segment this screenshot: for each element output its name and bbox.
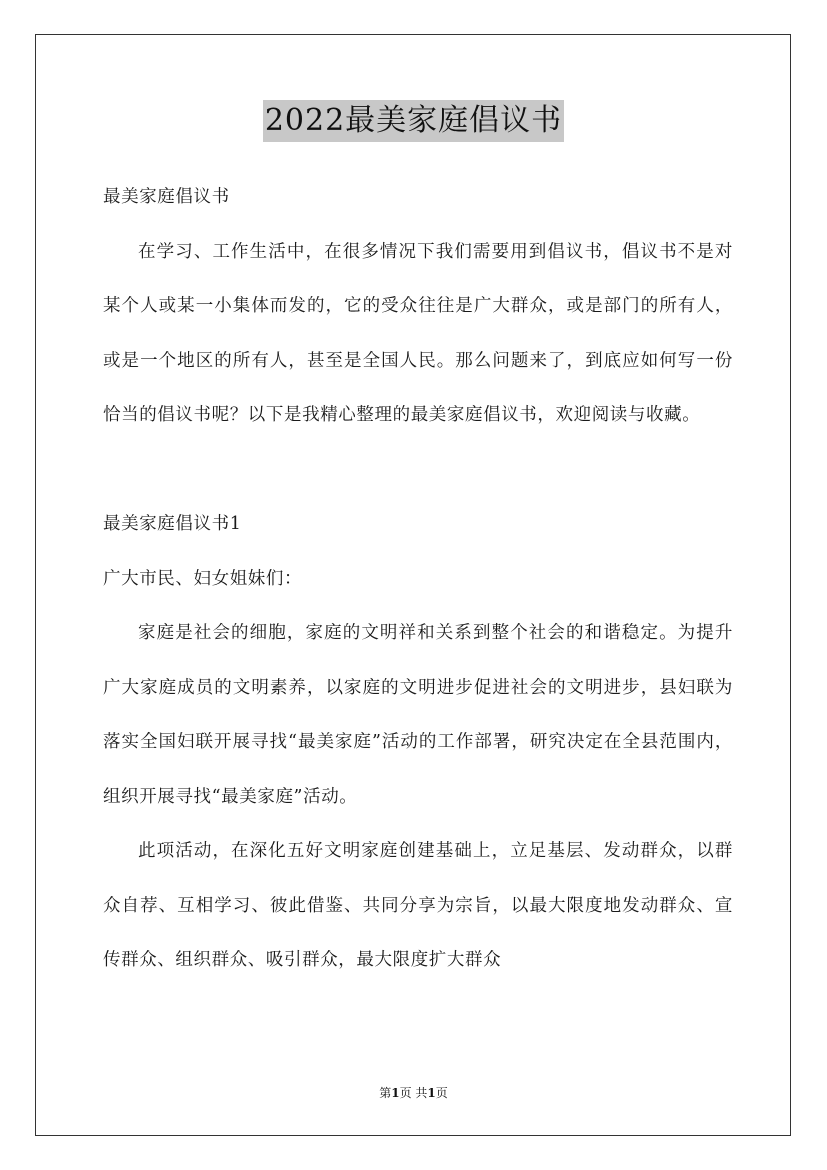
footer-total-pages: 1 <box>427 1086 436 1100</box>
intro-paragraph: 在学习、工作生活中，在很多情况下我们需要用到倡议书，倡议书不是对某个人或某一小集体而发的，它的受众往往是广大群众，或是部门的所有人，或是一个地区的所有人，甚至是全国人民。那么问题来了，到底应如何写一份恰当的倡议书呢？以下是我精心整理的最美家庭倡议书，欢迎阅读与收藏。 <box>103 241 733 425</box>
body-paragraph-2: 此项活动，在深化五好文明家庭创建基础上，立足基层、发动群众，以群众自荐、互相学习、彼此借鉴、共同分享为宗旨，以最大限度地发动群众、宣传群众、组织群众、吸引群众，最大限度扩大群众 <box>103 841 733 970</box>
salutation: 广大市民、妇女姐妹们： <box>103 568 303 589</box>
footer-page-number: 1 <box>391 1086 400 1100</box>
body-paragraph-1: 家庭是社会的细胞，家庭的文明祥和关系到整个社会的和谐稳定。为提升广大家庭成员的文明素养，以家庭的文明进步促进社会的文明进步，县妇联为落实全国妇联开展寻找“最美家庭”活动的工作部署，研究决定在全县范围内，组织开展寻找“最美家庭”活动。 <box>103 623 733 807</box>
footer-mid: 页 共 <box>399 1086 428 1100</box>
document-heading: 最美家庭倡议书 <box>103 187 230 207</box>
title-container <box>0 100 827 142</box>
section-title: 最美家庭倡议书1 <box>103 514 242 534</box>
footer-suffix: 页 <box>435 1086 448 1100</box>
document-body <box>103 170 733 988</box>
page-footer <box>0 1084 827 1101</box>
footer-prefix: 第 <box>379 1086 392 1100</box>
blank-line <box>103 443 733 498</box>
document-title: 2022最美家庭倡议书 <box>263 100 564 142</box>
